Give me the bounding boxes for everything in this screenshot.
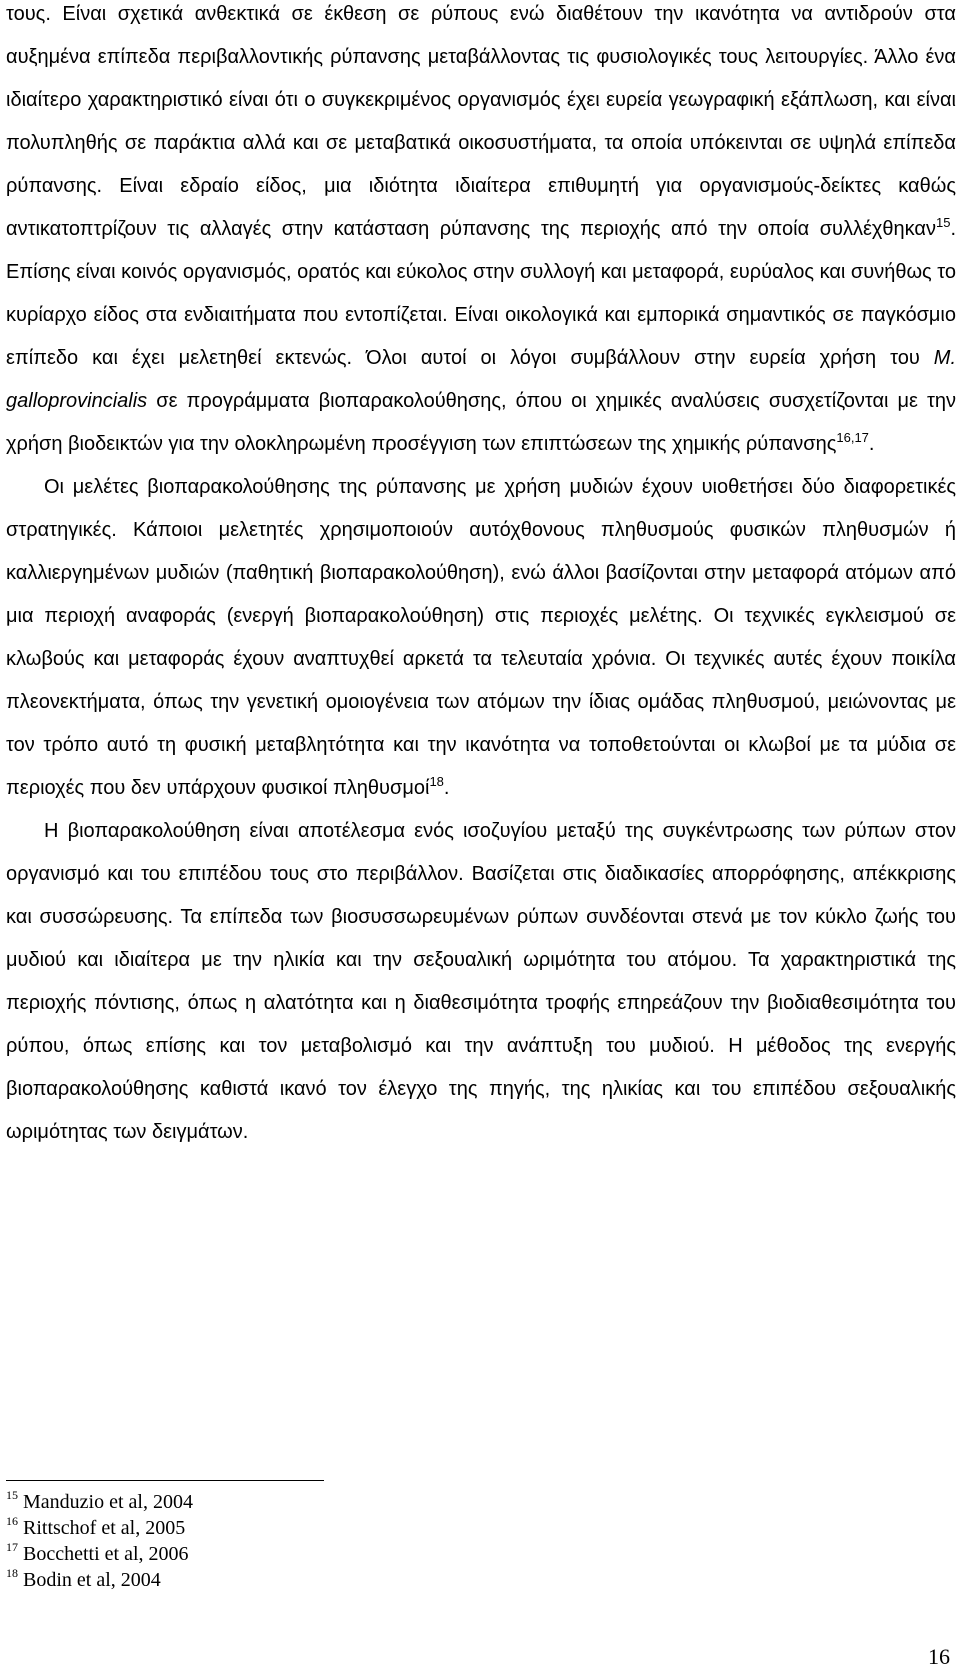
footnote-number: 18 xyxy=(6,1566,18,1580)
citation-reference: 16,17 xyxy=(836,430,869,445)
footnote-item xyxy=(6,1515,193,1541)
page-number: 16 xyxy=(928,1644,950,1669)
paragraph-text: σε προγράμματα βιοπαρακολούθησης, όπου οι χημικές αναλύσεις συσχετίζονται με την χρήση βιοδεικτών για την ολοκληρωμένη προσέγγιση των επιπτώσεων της χημικής ρύπανσης xyxy=(6,390,956,455)
citation-reference: 15 xyxy=(935,215,951,230)
paragraph-biomonitoring-balance xyxy=(6,810,956,1154)
footnote-text: Bocchetti et al, 2006 xyxy=(23,1543,189,1565)
paragraph-biomonitoring-strategies xyxy=(6,466,956,810)
paragraph-text: Οι μελέτες βιοπαρακολούθησης της ρύπανσης με χρήση μυδιών έχουν υιοθετήσει δύο διαφορετικές στρατηγικές. Κάποιοι μελετητές χρησιμοποιούν αυτόχθονους πληθυσμούς φυσικών πληθυσμών ή καλλιεργημένων μυδιών (παθητική βιοπαρακολούθηση), ενώ άλλοι βασίζονται στην μεταφορά ατόμων από μια περιοχή αναφοράς (ενεργή βιοπαρακολούθηση) στις περιοχές μελέτης. Οι τεχνικές εγκλεισμού σε κλωβούς και μεταφοράς έχουν αναπτυχθεί αρκετά τα τελευταία χρόνια. Οι τεχνικές αυτές έχουν ποικίλα πλεονεκτήματα, όπως την γενετική ομοιογένεια των ατόμων την ίδιας ομάδας πληθυσμού, μειώνοντας με τον τρόπο αυτό τη φυσική μεταβλητότητα και την ικανότητα να τοποθετούνται οι κλωβοί με τα μύδια σε περιοχές που δεν υπάρχουν φυσικοί πληθυσμοί xyxy=(6,476,956,799)
footnote-item xyxy=(6,1567,193,1593)
citation-reference: 18 xyxy=(429,774,444,789)
footnote-item xyxy=(6,1541,193,1567)
paragraph-text: Η βιοπαρακολούθηση είναι αποτέλεσμα ενός ισοζυγίου μεταξύ της συγκέντρωσης των ρύπων στον οργανισμό και του επιπέδου τους στο περιβάλλον. Βασίζεται στις διαδικασίες απορρόφησης, απέκκρισης και συσσώρευσης. Τα επίπεδα των βιοσυσσωρευμένων ρύπων συνδέονται στενά με τον κύκλο ζωής του μυδιού και ιδιαίτερα με την ηλικία και την σεξουαλική ωριμότητα του ατόμου. Τα χαρακτηριστικά της περιοχής πόντισης, όπως η αλατότητα και η διαθεσιμότητα τροφής επηρεάζουν την βιοδιαθεσιμότητα του ρύπου, όπως επίσης και τον μεταβολισμό και την ανάπτυξη του μυδιού. Η μέθοδος της ενεργής βιοπαρακολούθησης καθιστά ικανό τον έλεγχο της πηγής, της ηλικίας και του επιπέδου σεξουαλικής ωριμότητας των δειγμάτων. xyxy=(6,820,956,1143)
footnote-number: 16 xyxy=(6,1514,18,1528)
footnote-item xyxy=(6,1489,193,1515)
footnotes xyxy=(6,1489,193,1593)
document-body xyxy=(6,0,956,1154)
footnote-separator xyxy=(6,1480,324,1481)
footnote-text: Bodin et al, 2004 xyxy=(23,1569,161,1591)
footnote-number: 15 xyxy=(6,1488,18,1502)
footnote-number: 17 xyxy=(6,1540,18,1554)
species-name: M. galloprovincialis xyxy=(6,347,956,412)
paragraph-text: . xyxy=(868,433,875,455)
paragraph-text: τους. Είναι σχετικά ανθεκτικά σε έκθεση σε ρύπους ενώ διαθέτουν την ικανότητα να αντιδρούν στα αυξημένα επίπεδα περιβαλλοντικής ρύπανσης μεταβάλλοντας τις φυσιολογικές τους λειτουργίες. Άλλο ένα ιδιαίτερο χαρακτηριστικό είναι ότι ο συγκεκριμένος οργανισμός έχει ευρεία γεωγραφική εξάπλωση, και είναι πολυπληθής σε παράκτια αλλά και σε μεταβατικά οικοσυστήματα, τα οποία υπόκεινται σε υψηλά επίπεδα ρύπανσης. Είναι εδραίο είδος, μια ιδιότητα ιδιαίτερα επιθυμητή για οργανισμούς-δείκτες καθώς αντικατοπτρίζουν τις αλλαγές στην κατάσταση ρύπανσης της περιοχής από την οποία συλλέχθηκαν xyxy=(6,3,956,240)
paragraph-mussel-characteristics xyxy=(6,0,956,466)
footnote-text: Rittschof et al, 2005 xyxy=(23,1517,186,1539)
paragraph-text: . xyxy=(443,777,450,799)
footnote-text: Manduzio et al, 2004 xyxy=(23,1491,193,1513)
paragraph-text: . Επίσης είναι κοινός οργανισμός, ορατός και εύκολος στην συλλογή και μεταφορά, ευρύαλος και συνήθως το κυρίαρχο είδος στα ενδιαιτήματα που εντοπίζεται. Είναι οικολογικά και εμπορικά σημαντικός σε παγκόσμιο επίπεδο και έχει μελετηθεί εκτενώς. Όλοι αυτοί οι λόγοι συμβάλλουν στην ευρεία χρήση του xyxy=(6,218,956,369)
